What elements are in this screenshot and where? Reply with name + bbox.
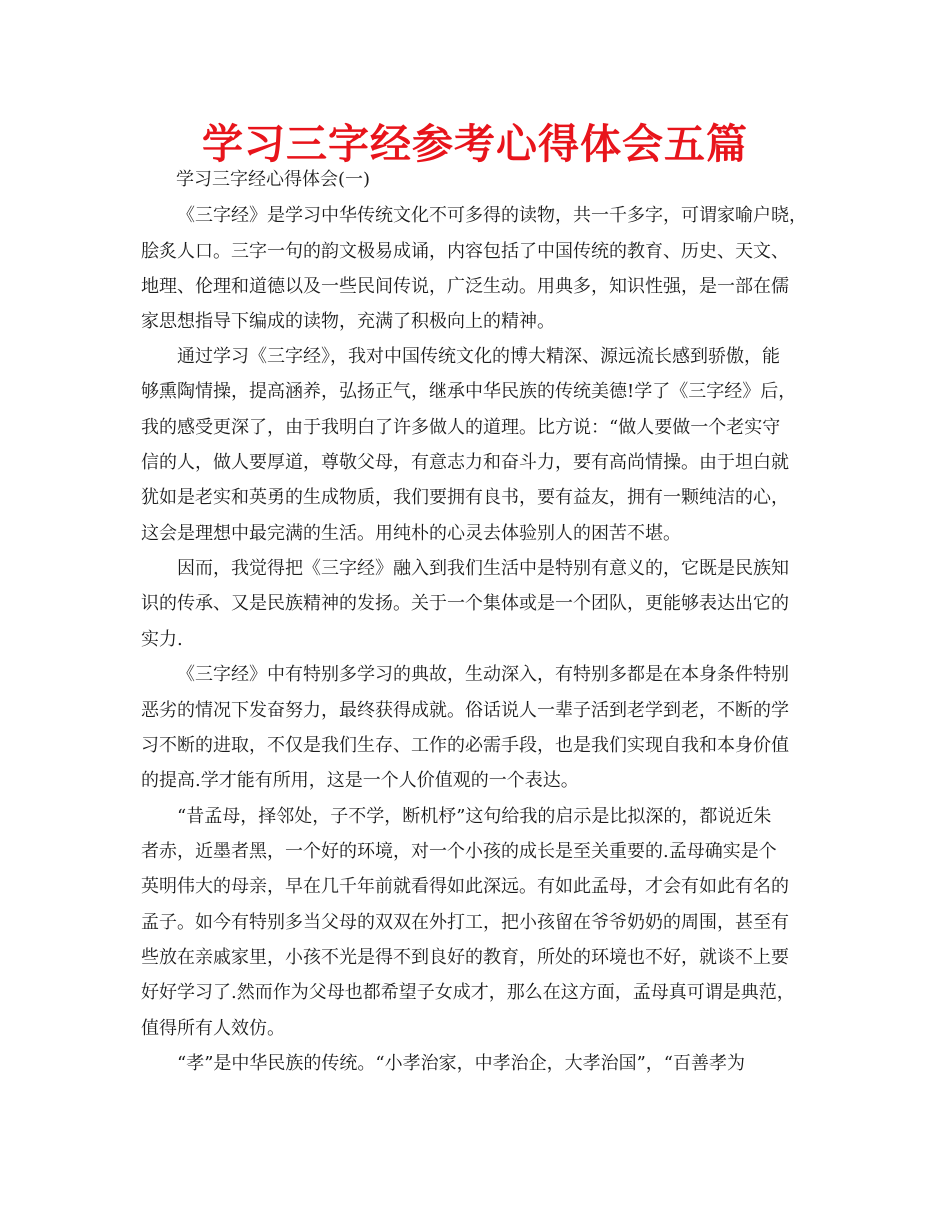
text-line: 信的人，做人要厚道，尊敬父母，有意志力和奋斗力，要有高尚情操。由于坦白就 <box>141 452 789 473</box>
text-line: 家思想指导下编成的读物，充满了积极向上的精神。 <box>141 311 555 332</box>
text-line: 够熏陶情操，提高涵养，弘扬正气，继承中华民族的传统美德!学了《三字经》后， <box>141 381 797 402</box>
text-line: 《三字经》是学习中华传统文化不可多得的读物，共一千多字，可谓家喻户晓， <box>177 205 807 226</box>
text-line: 通过学习《三字经》，我对中国传统文化的博大精深、源远流长感到骄傲，能 <box>177 346 780 367</box>
text-line: 的提高.学才能有所用，这是一个人价值观的一个表达。 <box>141 770 579 791</box>
text-line: 者赤，近墨者黑，一个好的环境，对一个小孩的成长是至关重要的.孟母确实是个 <box>141 841 777 862</box>
text-line: 因而，我觉得把《三字经》融入到我们生活中是特别有意义的，它既是民族知 <box>177 558 789 579</box>
text-line: 《三字经》中有特别多学习的典故，生动深入，有特别多都是在本身条件特别 <box>177 664 789 685</box>
text-line: 孟子。如今有特别多当父母的双双在外打工，把小孩留在爷爷奶奶的周围，甚至有 <box>141 912 789 933</box>
section-heading: 学习三字经心得体会(一) <box>176 169 371 190</box>
text-line: 我的感受更深了，由于我明白了许多做人的道理。比方说：“做人要做一个老实守 <box>141 417 781 438</box>
text-line: 习不断的进取，不仅是我们生存、工作的必需手段，也是我们实现自我和本身价值 <box>141 735 789 756</box>
text-line: 英明伟大的母亲，早在几千年前就看得如此深远。有如此孟母，才会有如此有名的 <box>141 876 789 897</box>
text-line: “孝”是中华民族的传统。“小孝治家，中孝治企，大孝治国”，“百善孝为 <box>177 1053 746 1074</box>
text-line: 值得所有人效仿。 <box>141 1018 285 1039</box>
text-line: 地理、伦理和道德以及一些民间传说，广泛生动。用典多，知识性强，是一部在儒 <box>141 276 789 297</box>
text-line: 些放在亲戚家里，小孩不光是得不到良好的教育，所处的环境也不好，就谈不上要 <box>141 947 789 968</box>
text-line: 脍炙人口。三字一句的韵文极易成诵，内容包括了中国传统的教育、历史、天文、 <box>141 241 789 262</box>
text-line: 识的传承、又是民族精神的发扬。关于一个集体或是一个团队，更能够表达出它的 <box>141 593 789 614</box>
text-line: 好好学习了.然而作为父母也都希望子女成才，那么在这方面，孟母真可谓是典范， <box>141 982 795 1003</box>
text-line: 恶劣的情况下发奋努力，最终获得成就。俗话说人一辈子活到老学到老，不断的学 <box>141 700 789 721</box>
text-line: 这会是理想中最完满的生活。用纯朴的心灵去体验别人的困苦不堪。 <box>141 523 681 544</box>
text-line: 犹如是老实和英勇的生成物质，我们要拥有良书，要有益友，拥有一颗纯洁的心， <box>141 487 789 508</box>
text-line: 实力. <box>141 629 183 650</box>
document-title: 学习三字经参考心得体会五篇 <box>202 120 748 168</box>
text-line: “昔孟母，择邻处，子不学，断机杼”这句给我的启示是比拟深的，都说近朱 <box>177 806 772 827</box>
